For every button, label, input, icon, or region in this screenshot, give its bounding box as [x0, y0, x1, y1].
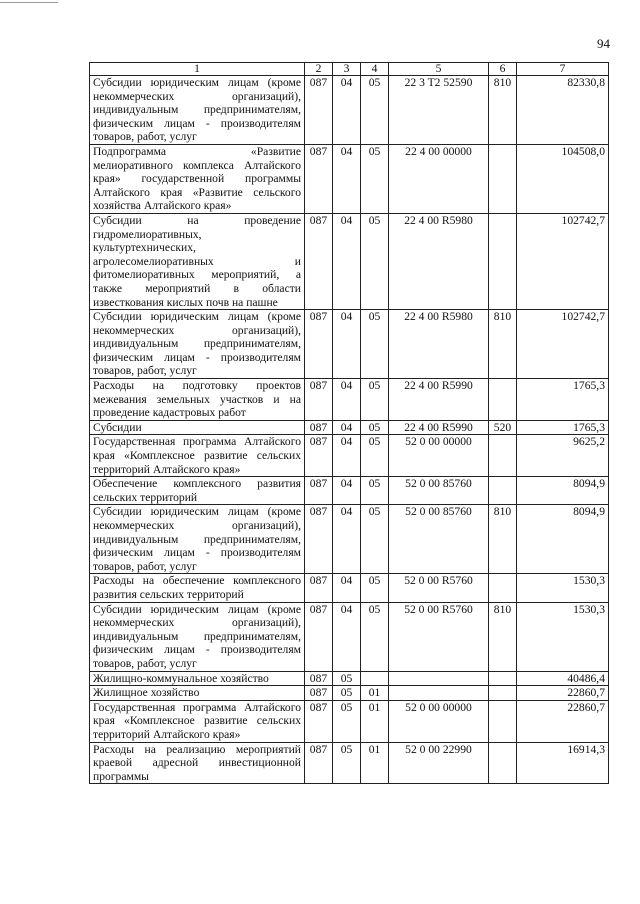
cell-expense-type [489, 574, 517, 602]
table-row [90, 76, 609, 145]
table-row [90, 602, 609, 671]
table-row [90, 505, 609, 574]
cell-target-article [389, 671, 489, 686]
cell-ministry-code: 087 [305, 435, 333, 477]
cell-expense-type [489, 435, 517, 477]
cell-subsection-code: 05 [361, 574, 389, 602]
cell-expense-type [489, 686, 517, 701]
cell-section-code: 04 [333, 477, 361, 505]
cell-amount: 22860,7 [517, 686, 609, 701]
cell-subsection-code: 05 [361, 505, 389, 574]
table-row [90, 700, 609, 742]
cell-expense-type: 520 [489, 420, 517, 435]
cell-amount: 82330,8 [517, 76, 609, 145]
cell-amount: 8094,9 [517, 505, 609, 574]
cell-name: Субсидии юридическим лицам (кроме некоммерческих организаций), индивидуальным предпринимателям, физическим лицам - производителям товаров, работ, услуг [90, 310, 305, 379]
cell-ministry-code: 087 [305, 602, 333, 671]
cell-amount: 1765,3 [517, 379, 609, 421]
cell-expense-type [489, 379, 517, 421]
cell-subsection-code: 05 [361, 144, 389, 213]
cell-target-article: 52 0 00 85760 [389, 505, 489, 574]
header-cell-name: 1 [90, 63, 305, 76]
table-row [90, 379, 609, 421]
table-row [90, 310, 609, 379]
cell-name: Жилищно-коммунальное хозяйство [90, 671, 305, 686]
cell-section-code: 05 [333, 742, 361, 784]
cell-target-article: 52 0 00 R5760 [389, 602, 489, 671]
cell-subsection-code: 01 [361, 686, 389, 701]
budget-table [89, 62, 609, 784]
cell-target-article: 22 4 00 00000 [389, 144, 489, 213]
cell-expense-type: 810 [489, 602, 517, 671]
table-row [90, 477, 609, 505]
cell-amount: 1530,3 [517, 602, 609, 671]
table-row [90, 671, 609, 686]
header-cell-subsection: 4 [361, 63, 389, 76]
cell-name: Обеспечение комплексного развития сельских территорий [90, 477, 305, 505]
cell-subsection-code: 05 [361, 435, 389, 477]
cell-amount: 102742,7 [517, 310, 609, 379]
cell-target-article: 22 4 00 R5990 [389, 420, 489, 435]
cell-name: Субсидии [90, 420, 305, 435]
table-row [90, 420, 609, 435]
cell-section-code: 04 [333, 435, 361, 477]
cell-name: Подпрограмма «Развитие мелиоративного комплекса Алтайского края» государственной программы Алтайского края «Развитие сельского хозяйства Алтайского края» [90, 144, 305, 213]
cell-name: Субсидии на проведение гидромелиоративных, культуртехнических, агролесомелиоративных и фитомелиоративных мероприятий, а также мероприятий в области известкования кислых почв на пашне [90, 213, 305, 309]
cell-amount: 1765,3 [517, 420, 609, 435]
cell-section-code: 04 [333, 574, 361, 602]
cell-amount: 9625,2 [517, 435, 609, 477]
table-header-row [90, 63, 609, 76]
header-cell-target-article: 5 [389, 63, 489, 76]
cell-subsection-code: 01 [361, 700, 389, 742]
cell-ministry-code: 087 [305, 477, 333, 505]
cell-subsection-code [361, 671, 389, 686]
cell-section-code: 04 [333, 310, 361, 379]
cell-subsection-code: 05 [361, 477, 389, 505]
cell-target-article: 22 4 00 R5980 [389, 213, 489, 309]
page-number: 94 [597, 36, 610, 51]
cell-ministry-code: 087 [305, 144, 333, 213]
table-row [90, 213, 609, 309]
cell-section-code: 04 [333, 144, 361, 213]
cell-target-article [389, 686, 489, 701]
cell-target-article: 52 0 00 00000 [389, 435, 489, 477]
cell-target-article: 22 3 T2 52590 [389, 76, 489, 145]
cell-ministry-code: 087 [305, 671, 333, 686]
cell-section-code: 04 [333, 420, 361, 435]
cell-ministry-code: 087 [305, 700, 333, 742]
cell-section-code: 05 [333, 686, 361, 701]
cell-name: Расходы на подготовку проектов межевания земельных участков и на проведение кадастровых работ [90, 379, 305, 421]
table-row [90, 435, 609, 477]
cell-name: Субсидии юридическим лицам (кроме некоммерческих организаций), индивидуальным предпринимателям, физическим лицам - производителям товаров, работ, услуг [90, 505, 305, 574]
cell-expense-type [489, 671, 517, 686]
cell-section-code: 04 [333, 505, 361, 574]
cell-subsection-code: 05 [361, 420, 389, 435]
cell-ministry-code: 087 [305, 76, 333, 145]
cell-subsection-code: 05 [361, 213, 389, 309]
cell-subsection-code: 05 [361, 379, 389, 421]
cell-ministry-code: 087 [305, 574, 333, 602]
cell-ministry-code: 087 [305, 420, 333, 435]
cell-ministry-code: 087 [305, 310, 333, 379]
table-row [90, 574, 609, 602]
cell-ministry-code: 087 [305, 505, 333, 574]
cell-name: Расходы на реализацию мероприятий краевой адресной инвестиционной программы [90, 742, 305, 784]
cell-target-article: 52 0 00 00000 [389, 700, 489, 742]
cell-subsection-code: 01 [361, 742, 389, 784]
cell-expense-type: 810 [489, 505, 517, 574]
cell-amount: 8094,9 [517, 477, 609, 505]
cell-subsection-code: 05 [361, 310, 389, 379]
cell-section-code: 04 [333, 213, 361, 309]
cell-ministry-code: 087 [305, 686, 333, 701]
cell-amount: 16914,3 [517, 742, 609, 784]
cell-ministry-code: 087 [305, 379, 333, 421]
header-cell-expense-type: 6 [489, 63, 517, 76]
cell-expense-type [489, 742, 517, 784]
cell-subsection-code: 05 [361, 602, 389, 671]
cell-section-code: 05 [333, 700, 361, 742]
cell-target-article: 52 0 00 85760 [389, 477, 489, 505]
cell-expense-type [489, 213, 517, 309]
cell-ministry-code: 087 [305, 742, 333, 784]
cell-target-article: 52 0 00 R5760 [389, 574, 489, 602]
cell-name: Жилищное хозяйство [90, 686, 305, 701]
table-body [90, 76, 609, 784]
cell-section-code: 04 [333, 602, 361, 671]
header-cell-ministry: 2 [305, 63, 333, 76]
cell-section-code: 05 [333, 671, 361, 686]
cell-target-article: 22 4 00 R5990 [389, 379, 489, 421]
cell-name: Расходы на обеспечение комплексного развития сельских территорий [90, 574, 305, 602]
header-cell-section: 3 [333, 63, 361, 76]
cell-section-code: 04 [333, 379, 361, 421]
cell-name: Государственная программа Алтайского края «Комплексное развитие сельских территорий Алтайского края» [90, 435, 305, 477]
cell-subsection-code: 05 [361, 76, 389, 145]
cell-target-article: 52 0 00 22990 [389, 742, 489, 784]
cell-amount: 22860,7 [517, 700, 609, 742]
cell-amount: 102742,7 [517, 213, 609, 309]
cell-expense-type [489, 477, 517, 505]
table-row [90, 144, 609, 213]
cell-target-article: 22 4 00 R5980 [389, 310, 489, 379]
cell-ministry-code: 087 [305, 213, 333, 309]
cell-name: Государственная программа Алтайского края «Комплексное развитие сельских территорий Алтайского края» [90, 700, 305, 742]
cell-amount: 1530,3 [517, 574, 609, 602]
scan-edge-line [0, 2, 58, 3]
table-row [90, 686, 609, 701]
cell-name: Субсидии юридическим лицам (кроме некоммерческих организаций), индивидуальным предпринимателям, физическим лицам - производителям товаров, работ, услуг [90, 602, 305, 671]
cell-amount: 40486,4 [517, 671, 609, 686]
cell-section-code: 04 [333, 76, 361, 145]
cell-name: Субсидии юридическим лицам (кроме некоммерческих организаций), индивидуальным предпринимателям, физическим лицам - производителям товаров, работ, услуг [90, 76, 305, 145]
cell-expense-type: 810 [489, 76, 517, 145]
cell-amount: 104508,0 [517, 144, 609, 213]
table-row [90, 742, 609, 784]
cell-expense-type: 810 [489, 310, 517, 379]
cell-expense-type [489, 144, 517, 213]
header-cell-amount: 7 [517, 63, 609, 76]
cell-expense-type [489, 700, 517, 742]
